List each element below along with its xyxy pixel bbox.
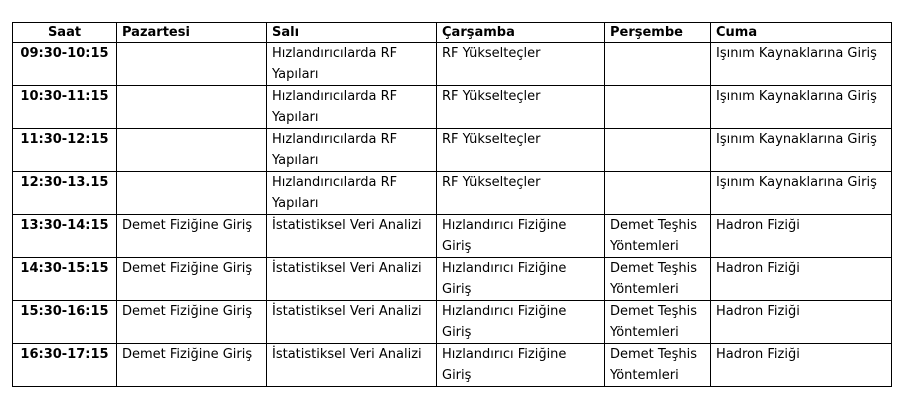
- header-wednesday: Çarşamba: [437, 23, 605, 43]
- friday-cell: Işınım Kaynaklarına Giriş: [711, 172, 892, 215]
- friday-cell: Işınım Kaynaklarına Giriş: [711, 43, 892, 86]
- header-row: [13, 23, 892, 43]
- time-cell: 16:30-17:15: [13, 344, 117, 387]
- table-row: [13, 86, 892, 129]
- monday-cell: [117, 86, 267, 129]
- thursday-cell: [605, 172, 711, 215]
- time-cell: 11:30-12:15: [13, 129, 117, 172]
- tuesday-cell: Hızlandırıcılarda RF Yapıları: [267, 172, 437, 215]
- schedule-body: [13, 43, 892, 387]
- tuesday-cell: İstatistiksel Veri Analizi: [267, 301, 437, 344]
- table-row: [13, 172, 892, 215]
- header-thursday: Perşembe: [605, 23, 711, 43]
- header-monday: Pazartesi: [117, 23, 267, 43]
- wednesday-cell: RF Yükselteçler: [437, 129, 605, 172]
- monday-cell: [117, 43, 267, 86]
- table-row: [13, 43, 892, 86]
- time-cell: 13:30-14:15: [13, 215, 117, 258]
- tuesday-cell: Hızlandırıcılarda RF Yapıları: [267, 129, 437, 172]
- wednesday-cell: Hızlandırıcı Fiziğine Giriş: [437, 258, 605, 301]
- tuesday-cell: İstatistiksel Veri Analizi: [267, 258, 437, 301]
- time-cell: 12:30-13.15: [13, 172, 117, 215]
- table-row: [13, 258, 892, 301]
- wednesday-cell: RF Yükselteçler: [437, 43, 605, 86]
- time-cell: 15:30-16:15: [13, 301, 117, 344]
- wednesday-cell: Hızlandırıcı Fiziğine Giriş: [437, 301, 605, 344]
- monday-cell: Demet Fiziğine Giriş: [117, 258, 267, 301]
- table-row: [13, 301, 892, 344]
- thursday-cell: Demet Teşhis Yöntemleri: [605, 215, 711, 258]
- wednesday-cell: Hızlandırıcı Fiziğine Giriş: [437, 344, 605, 387]
- tuesday-cell: Hızlandırıcılarda RF Yapıları: [267, 43, 437, 86]
- monday-cell: Demet Fiziğine Giriş: [117, 215, 267, 258]
- wednesday-cell: RF Yükselteçler: [437, 172, 605, 215]
- thursday-cell: Demet Teşhis Yöntemleri: [605, 258, 711, 301]
- time-cell: 10:30-11:15: [13, 86, 117, 129]
- thursday-cell: Demet Teşhis Yöntemleri: [605, 301, 711, 344]
- tuesday-cell: İstatistiksel Veri Analizi: [267, 344, 437, 387]
- wednesday-cell: RF Yükselteçler: [437, 86, 605, 129]
- header-friday: Cuma: [711, 23, 892, 43]
- tuesday-cell: İstatistiksel Veri Analizi: [267, 215, 437, 258]
- friday-cell: Işınım Kaynaklarına Giriş: [711, 86, 892, 129]
- table-row: [13, 344, 892, 387]
- header-time: Saat: [13, 23, 117, 43]
- thursday-cell: [605, 129, 711, 172]
- time-cell: 09:30-10:15: [13, 43, 117, 86]
- friday-cell: Hadron Fiziği: [711, 344, 892, 387]
- thursday-cell: [605, 86, 711, 129]
- schedule-table: [12, 22, 892, 387]
- tuesday-cell: Hızlandırıcılarda RF Yapıları: [267, 86, 437, 129]
- wednesday-cell: Hızlandırıcı Fiziğine Giriş: [437, 215, 605, 258]
- time-cell: 14:30-15:15: [13, 258, 117, 301]
- header-tuesday: Salı: [267, 23, 437, 43]
- friday-cell: Hadron Fiziği: [711, 258, 892, 301]
- thursday-cell: Demet Teşhis Yöntemleri: [605, 344, 711, 387]
- monday-cell: Demet Fiziğine Giriş: [117, 301, 267, 344]
- friday-cell: Işınım Kaynaklarına Giriş: [711, 129, 892, 172]
- friday-cell: Hadron Fiziği: [711, 215, 892, 258]
- table-row: [13, 129, 892, 172]
- friday-cell: Hadron Fiziği: [711, 301, 892, 344]
- table-row: [13, 215, 892, 258]
- monday-cell: [117, 172, 267, 215]
- monday-cell: Demet Fiziğine Giriş: [117, 344, 267, 387]
- thursday-cell: [605, 43, 711, 86]
- schedule-header: [13, 23, 892, 43]
- monday-cell: [117, 129, 267, 172]
